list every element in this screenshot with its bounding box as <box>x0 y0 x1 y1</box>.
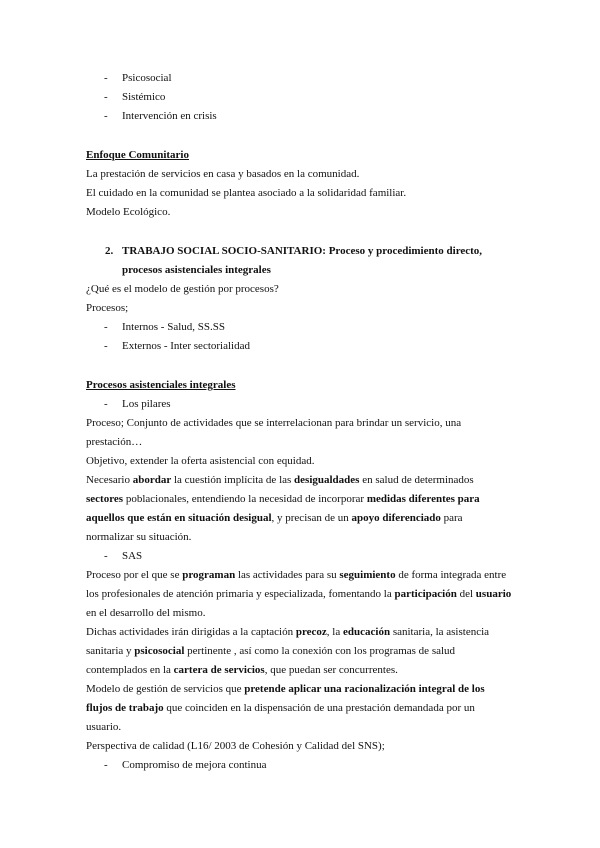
text-run: los profesionales de atención primaria y especializada, fomentando la <box>86 588 395 600</box>
bold-run: abordar <box>132 474 172 486</box>
text-run: Modelo de gestión de servicios que <box>86 683 245 695</box>
bold-run: cartera de servicios <box>173 664 265 676</box>
bullet-item <box>86 758 386 772</box>
text-run: Dichas actividades irán dirigidas a la captación <box>86 626 296 638</box>
section-heading-enfoque: Enfoque Comunitario <box>86 149 189 161</box>
bullet-item <box>86 90 386 104</box>
paragraph-line <box>86 644 455 658</box>
paragraph-line <box>86 701 475 715</box>
bold-run: apoyo diferenciado <box>351 512 441 524</box>
paragraph-line: prestación… <box>86 436 143 448</box>
section-title-line1: TRABAJO SOCIAL SOCIO-SANITARIO: Proceso y procedimiento directo, <box>122 245 483 257</box>
bullet-text: Psicosocial <box>122 72 172 84</box>
paragraph-line: El cuidado en la comunidad se plantea asociado a la solidaridad familiar. <box>86 187 407 199</box>
text-run: las actividades para su <box>235 569 340 581</box>
bullet-text: Internos - Salud, SS.SS <box>122 321 225 333</box>
paragraph-line <box>86 492 480 506</box>
bullet-dash: - <box>104 340 108 352</box>
text-run: pertinente , así como la conexión con los programas de salud <box>184 645 456 657</box>
bullet-item <box>86 71 386 85</box>
bold-run: pretende aplicar una racionalización integral de los <box>244 683 485 695</box>
paragraph-line <box>86 568 506 582</box>
bullet-text: Los pilares <box>122 398 171 410</box>
paragraph-line: ¿Qué es el modelo de gestión por procesos? <box>86 283 279 295</box>
text-run: sanitaria, la asistencia <box>390 626 490 638</box>
paragraph-line: Proceso; Conjunto de actividades que se interrelacionan para brindar un servicio, una <box>86 417 462 429</box>
paragraph-line: Procesos; <box>86 302 129 314</box>
paragraph-line <box>86 473 474 487</box>
bullet-item <box>86 320 386 334</box>
paragraph-line <box>86 663 398 677</box>
bullet-item <box>86 339 386 353</box>
bullet-text: Sistémico <box>122 91 166 103</box>
bullet-text: Externos - Inter sectorialidad <box>122 340 250 352</box>
paragraph-line: en el desarrollo del mismo. <box>86 607 206 619</box>
bullet-item <box>86 549 386 563</box>
paragraph-line: normalizar su situación. <box>86 531 192 543</box>
bold-run: flujos de trabajo <box>86 702 164 714</box>
bullet-text: Intervención en crisis <box>122 110 217 122</box>
text-run: para <box>440 512 463 524</box>
bold-run: usuario <box>475 588 512 600</box>
bullet-text: SAS <box>122 550 143 562</box>
text-run: sanitaria y <box>86 645 135 657</box>
bold-run: psicosocial <box>134 645 185 657</box>
bullet-dash: - <box>104 72 108 84</box>
bold-run: precoz <box>295 626 327 638</box>
text-run: del <box>456 588 476 600</box>
bold-run: medidas diferentes para <box>366 493 480 505</box>
text-run: Necesario <box>86 474 133 486</box>
bold-run: programan <box>182 569 236 581</box>
section-number: 2. <box>105 245 114 257</box>
text-run: en salud de determinados <box>359 474 474 486</box>
bullet-dash: - <box>104 110 108 122</box>
bold-run: aquellos que están en situación desigual <box>86 512 272 524</box>
paragraph-line: Modelo Ecológico. <box>86 206 171 218</box>
bold-run: sectores <box>86 493 124 505</box>
text-run: que coinciden en la dispensación de una prestación demandada por un <box>163 702 475 714</box>
text-run: la cuestión implícita de las <box>171 474 295 486</box>
text-run: poblacionales, entendiendo la necesidad de incorporar <box>123 493 367 505</box>
bullet-dash: - <box>104 321 108 333</box>
bold-run: educación <box>343 626 391 638</box>
section-title-line2: procesos asistenciales integrales <box>122 264 271 276</box>
bullet-text: Compromiso de mejora continua <box>122 759 267 771</box>
text-run: contemplados en la <box>86 664 174 676</box>
text-run: , y precisan de un <box>271 512 352 524</box>
bullet-item <box>86 397 386 411</box>
bold-run: seguimiento <box>339 569 396 581</box>
paragraph-line <box>86 625 489 639</box>
bullet-dash: - <box>104 91 108 103</box>
paragraph-line: Objetivo, extender la oferta asistencial con equidad. <box>86 455 315 467</box>
bold-run: participación <box>394 588 457 600</box>
paragraph-line: usuario. <box>86 721 122 733</box>
text-run: , que puedan ser concurrentes. <box>264 664 398 676</box>
paragraph-line <box>86 682 485 696</box>
bullet-item <box>86 109 386 123</box>
paragraph-line <box>86 587 511 601</box>
bullet-dash: - <box>104 550 108 562</box>
bullet-dash: - <box>104 398 108 410</box>
text-run: de forma integrada entre <box>395 569 507 581</box>
section-heading-integrales: Procesos asistenciales integrales <box>86 379 236 391</box>
paragraph-line: La prestación de servicios en casa y basados en la comunidad. <box>86 168 360 180</box>
paragraph-line <box>86 511 463 525</box>
text-run: , la <box>326 626 343 638</box>
paragraph-line: Perspectiva de calidad (L16/ 2003 de Cohesión y Calidad del SNS); <box>86 740 385 752</box>
bold-run: desigualdades <box>294 474 360 486</box>
text-run: Proceso por el que se <box>86 569 183 581</box>
bullet-dash: - <box>104 759 108 771</box>
